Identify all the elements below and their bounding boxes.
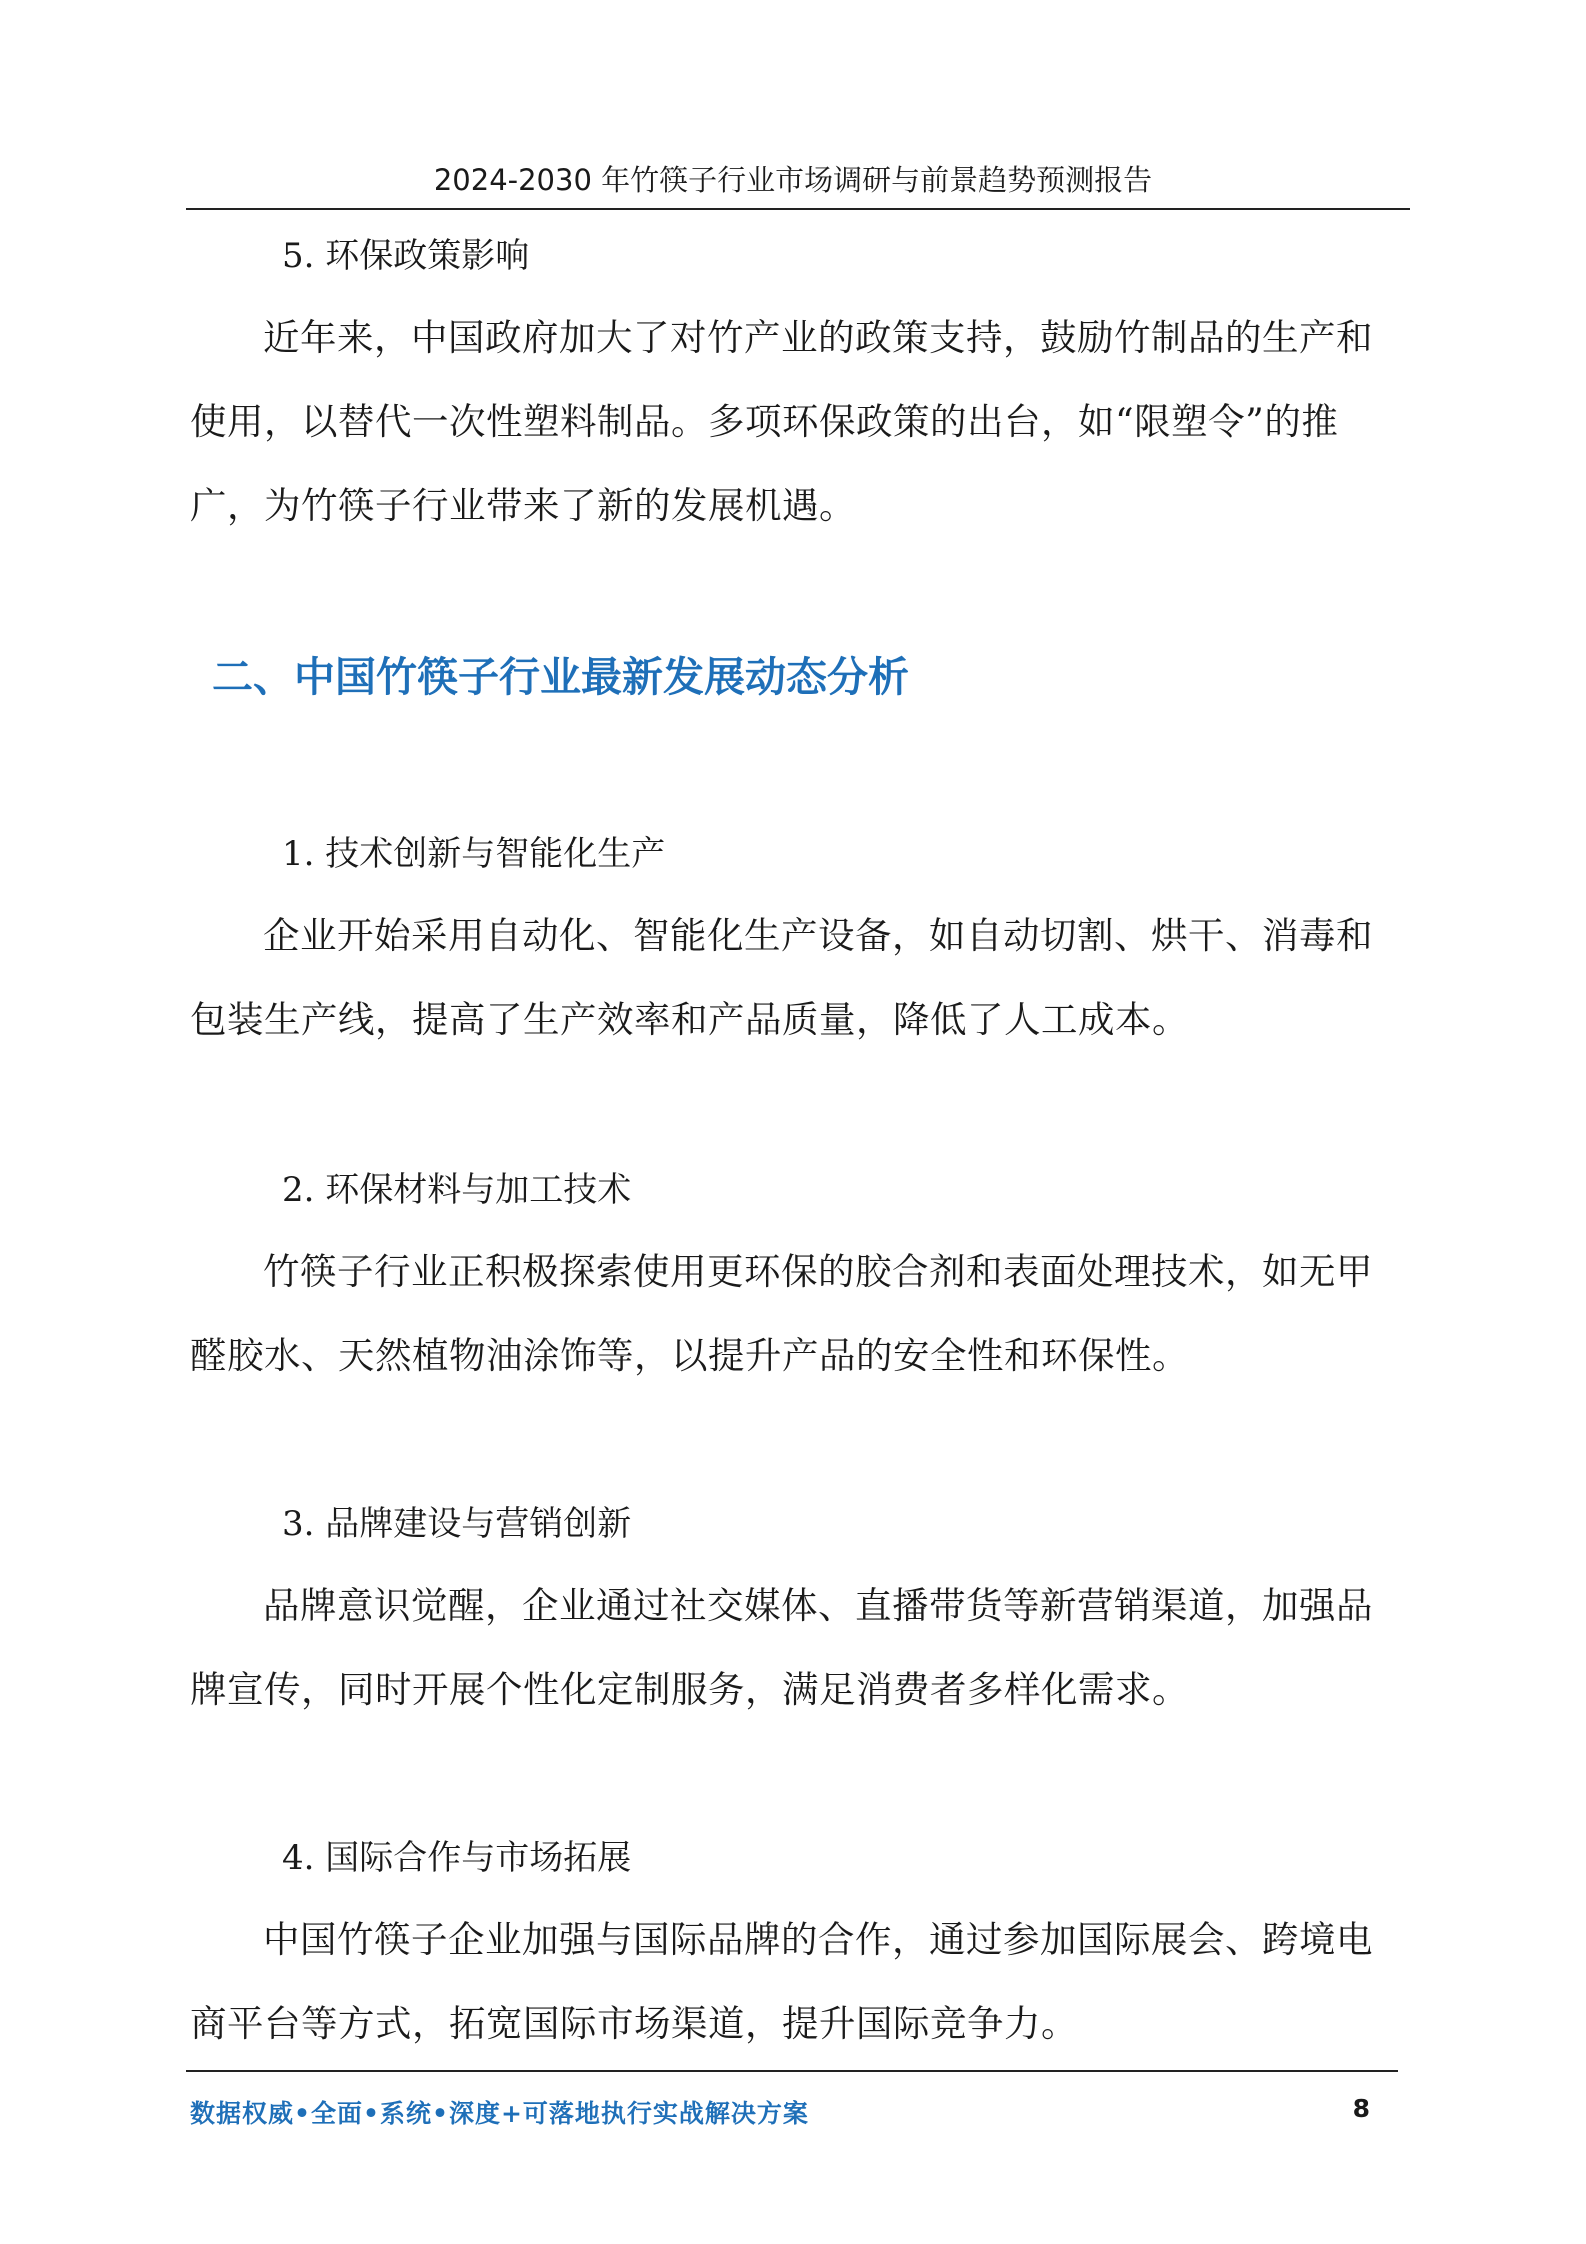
subheading-materials: 2. 环保材料与加工技术: [282, 1170, 632, 1210]
paragraph-materials: 竹筷子行业正积极探索使用更环保的胶合剂和表面处理技术，如无甲醛胶水、天然植物油涂饰等，以提升产品的安全性和环保性。: [190, 1250, 1373, 1377]
footer-slogan: 数据权威•全面•系统•深度+可落地执行实战解决方案: [190, 2099, 809, 2128]
paragraph-environmental-policy: 近年来，中国政府加大了对竹产业的政策支持，鼓励竹制品的生产和使用，以替代一次性塑料制品。多项环保政策的出台，如“限塑令”的推广，为竹筷子行业带来了新的发展机遇。: [190, 316, 1373, 527]
footer-divider: [186, 2070, 1398, 2072]
paragraph-branding: 品牌意识觉醒，企业通过社交媒体、直播带货等新营销渠道，加强品牌宣传，同时开展个性化定制服务，满足消费者多样化需求。: [190, 1584, 1373, 1711]
subheading-branding: 3. 品牌建设与营销创新: [282, 1504, 632, 1544]
paragraph-international: 中国竹筷子企业加强与国际品牌的合作，通过参加国际展会、跨境电商平台等方式，拓宽国际市场渠道，提升国际竞争力。: [190, 1918, 1373, 2045]
paragraph-technology: 企业开始采用自动化、智能化生产设备，如自动切割、烘干、消毒和包装生产线，提高了生产效率和产品质量，降低了人工成本。: [190, 914, 1373, 1041]
document-title: 2024-2030 年竹筷子行业市场调研与前景趋势预测报告: [433, 163, 1153, 197]
section-heading: 二、中国竹筷子行业最新发展动态分析: [212, 653, 909, 701]
header-divider: [186, 208, 1410, 210]
page-number: 8: [1352, 2094, 1370, 2123]
subheading-international: 4. 国际合作与市场拓展: [282, 1838, 632, 1878]
subheading-environmental-policy: 5. 环保政策影响: [282, 236, 530, 276]
subheading-technology: 1. 技术创新与智能化生产: [282, 834, 666, 874]
